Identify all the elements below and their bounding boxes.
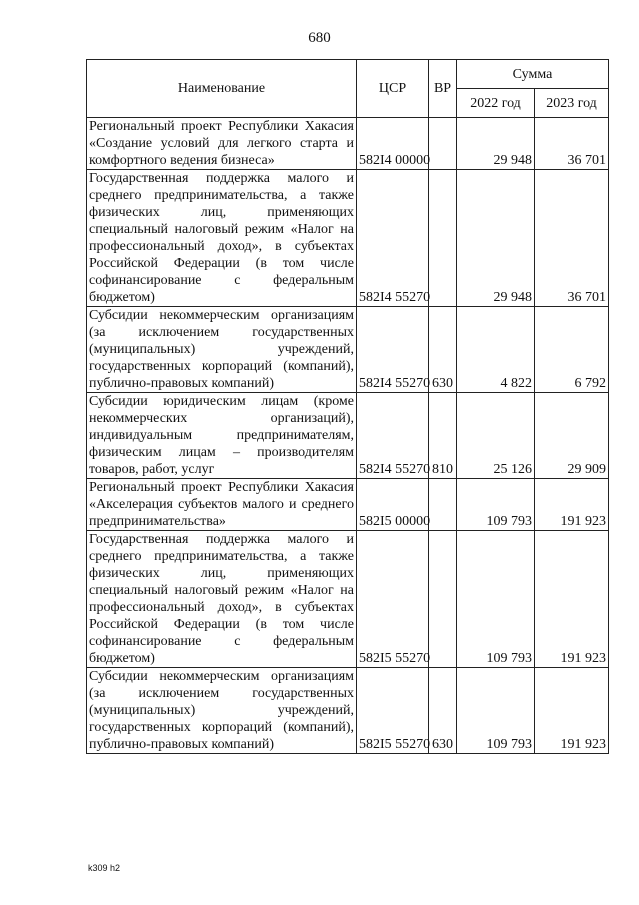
row-sum-2023: 29 909 <box>535 393 609 479</box>
row-sum-2022: 25 126 <box>457 393 535 479</box>
header-sum: Сумма <box>457 60 609 89</box>
row-csr: 582I5 55270 <box>357 531 429 668</box>
row-vr <box>429 118 457 170</box>
footer-code: k309 h2 <box>88 863 121 873</box>
row-vr <box>429 531 457 668</box>
row-sum-2023: 6 792 <box>535 307 609 393</box>
page-number: 680 <box>308 30 331 46</box>
row-sum-2023: 191 923 <box>535 479 609 531</box>
row-vr <box>429 479 457 531</box>
budget-table <box>86 59 609 754</box>
row-sum-2023: 36 701 <box>535 170 609 307</box>
header-csr: ЦСР <box>357 60 429 118</box>
header-year-2023: 2023 год <box>535 89 609 118</box>
row-sum-2022: 29 948 <box>457 118 535 170</box>
row-vr: 630 <box>429 668 457 754</box>
table-row <box>87 393 609 479</box>
row-csr: 582I5 55270 <box>357 668 429 754</box>
table-row <box>87 307 609 393</box>
row-sum-2023: 36 701 <box>535 118 609 170</box>
table-row <box>87 118 609 170</box>
table-row <box>87 668 609 754</box>
row-name: Региональный проект Республики Хакасия «Создание условий для легкого старта и комфортного ведения бизнеса» <box>87 118 357 170</box>
row-name: Субсидии юридическим лицам (кроме некоммерческих организаций), индивидуальным предпринимателям, физическим лицам – производителям товаров, работ, услуг <box>87 393 357 479</box>
header-vr: ВР <box>429 60 457 118</box>
row-sum-2022: 4 822 <box>457 307 535 393</box>
row-sum-2022: 29 948 <box>457 170 535 307</box>
row-name: Субсидии некоммерческим организациям (за исключением государственных (муниципальных) учреждений, государственных корпораций (компаний), публично-правовых компаний) <box>87 307 357 393</box>
table-row <box>87 531 609 668</box>
row-csr: 582I4 55270 <box>357 307 429 393</box>
header-name: Наименование <box>87 60 357 118</box>
row-csr: 582I4 00000 <box>357 118 429 170</box>
row-csr: 582I5 00000 <box>357 479 429 531</box>
row-csr: 582I4 55270 <box>357 393 429 479</box>
row-sum-2022: 109 793 <box>457 531 535 668</box>
row-sum-2022: 109 793 <box>457 668 535 754</box>
row-name: Государственная поддержка малого и среднего предпринимательства, а также физических лиц, применяющих специальный налоговый режим «Налог на профессиональный доход», в субъектах Российской Федерации (в том числе софинансирование с федеральным бюджетом) <box>87 531 357 668</box>
row-sum-2023: 191 923 <box>535 531 609 668</box>
header-year-2022: 2022 год <box>457 89 535 118</box>
header-row-top <box>87 60 609 89</box>
row-name: Региональный проект Республики Хакасия «Акселерация субъектов малого и среднего предпринимательства» <box>87 479 357 531</box>
row-vr: 630 <box>429 307 457 393</box>
row-vr <box>429 170 457 307</box>
row-vr: 810 <box>429 393 457 479</box>
row-sum-2022: 109 793 <box>457 479 535 531</box>
row-csr: 582I4 55270 <box>357 170 429 307</box>
row-name: Субсидии некоммерческим организациям (за исключением государственных (муниципальных) учреждений, государственных корпораций (компаний), публично-правовых компаний) <box>87 668 357 754</box>
row-name: Государственная поддержка малого и среднего предпринимательства, а также физических лиц, применяющих специальный налоговый режим «Налог на профессиональный доход», в субъектах Российской Федерации (в том числе софинансирование с федеральным бюджетом) <box>87 170 357 307</box>
table-row <box>87 170 609 307</box>
table-row <box>87 479 609 531</box>
row-sum-2023: 191 923 <box>535 668 609 754</box>
